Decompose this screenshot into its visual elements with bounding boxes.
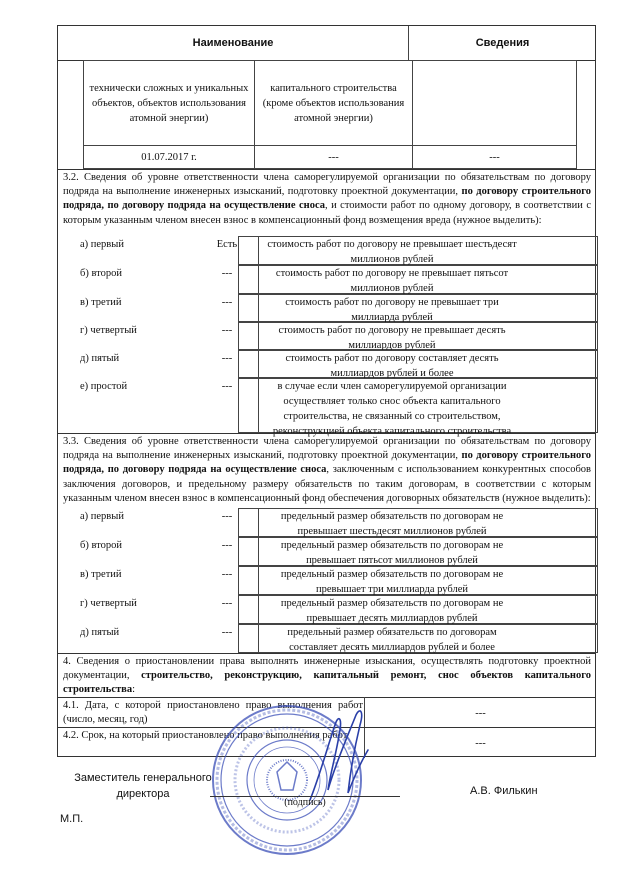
level-mark: --- <box>221 569 233 580</box>
level-row <box>58 236 595 265</box>
level-description: предельный размер обязательств по договорам не превышает шестьдесят миллионов рублей <box>280 511 504 537</box>
level-row <box>58 322 595 350</box>
divider <box>58 653 595 654</box>
level-label: е) простой <box>80 381 128 392</box>
level-label: д) пятый <box>80 627 120 638</box>
level-row <box>58 378 595 437</box>
level-label: а) первый <box>80 511 124 522</box>
top-cell-date: 01.07.2017 г. <box>83 145 255 169</box>
level-label: б) второй <box>80 268 122 279</box>
level-description: стоимость работ по договору составляет десять миллиардов рублей и более <box>285 353 499 379</box>
level-row <box>58 265 595 294</box>
signer-position: Заместитель генерального директора <box>74 772 212 800</box>
level-label: д) пятый <box>80 353 120 364</box>
level-description: предельный размер обязательств по договорам не превышает десять миллиардов рублей <box>280 598 504 624</box>
level-label: г) четвертый <box>80 325 137 336</box>
top-cell-c2: --- <box>412 145 577 169</box>
section41-value: --- <box>475 707 486 719</box>
level-label: а) первый <box>80 239 124 250</box>
section41-label: 4.1. Дата, с которой приостановлено право выполнения работ (число, месяц, год) <box>63 700 363 725</box>
level-mark: Есть <box>216 239 238 250</box>
signature-caption: (подпись) <box>284 797 326 808</box>
signature-stroke <box>310 711 368 800</box>
level-row-divider <box>258 595 259 624</box>
level-row <box>58 595 595 624</box>
level-row-divider <box>258 378 259 433</box>
level-mark: --- <box>221 598 233 609</box>
level-row-divider <box>258 236 259 265</box>
section42-label: 4.2. Срок, на который приостановлено право выполнения работ <box>63 730 348 741</box>
top-cell-c <box>412 60 577 146</box>
level-mark: --- <box>221 627 233 638</box>
stamp-place-mark: М.П. <box>60 813 84 825</box>
divider <box>58 433 595 434</box>
level-description: в случае если член саморегулируемой организации осуществляет только снос объекта капитального строительства, не связанный со строительством, реконструкцией объекта капитального строительства <box>272 381 512 437</box>
document-table-frame <box>57 25 596 757</box>
divider <box>58 697 595 698</box>
level-row <box>58 566 595 595</box>
section4-text: 4. Сведения о приостановлении права выполнять инженерные изыскания, осуществлять подготовку проектной документации, строительство, реконструкцию, капитальный ремонт, снос объектов капитального строительства: <box>63 656 591 696</box>
level-row-divider <box>258 294 259 322</box>
header-info: Сведения <box>475 37 530 49</box>
level-mark: --- <box>221 297 233 308</box>
level-description: стоимость работ по договору не превышает пятьсот миллионов рублей <box>275 268 509 294</box>
level-mark: --- <box>221 540 233 551</box>
top-cell-a: технически сложных и уникальных объектов, объектов использования атомной энергии) <box>83 60 255 146</box>
level-row-divider <box>258 508 259 537</box>
level-row-divider <box>258 537 259 566</box>
level-row-divider <box>258 350 259 378</box>
level-mark: --- <box>221 325 233 336</box>
level-row <box>58 294 595 322</box>
level-row-divider <box>258 265 259 294</box>
level-description: стоимость работ по договору не превышает десять миллиардов рублей <box>278 325 506 351</box>
level-mark: --- <box>221 353 233 364</box>
level-row-divider <box>258 624 259 653</box>
level-label: г) четвертый <box>80 598 137 609</box>
header-divider <box>408 26 409 60</box>
level-label: в) третий <box>80 569 122 580</box>
level-row-divider <box>258 566 259 595</box>
signature <box>290 705 400 805</box>
level-row <box>58 350 595 378</box>
level-label: в) третий <box>80 297 122 308</box>
level-description: предельный размер обязательств по договорам не превышает три миллиарда рублей <box>280 569 504 595</box>
top-cell-b: капитального строительства (кроме объектов использования атомной энергии) <box>254 60 413 146</box>
header-name: Наименование <box>192 37 274 49</box>
level-description: стоимость работ по договору не превышает шестьдесят миллионов рублей <box>267 239 517 265</box>
level-description: предельный размер обязательств по договорам не превышает пятьсот миллионов рублей <box>280 540 504 566</box>
level-row <box>58 537 595 566</box>
level-description: предельный размер обязательств по договорам составляет десять миллиардов рублей и более <box>287 627 497 653</box>
section32-text: 3.2. Сведения об уровне ответственности члена саморегулируемой организации по обязательствам по договору подряда на выполнение инженерных изысканий, подготовку проектной документации, по договору строительного подряда, по договору подряда на осуществление сноса, и стоимости работ по одному договору, в соответствии с которым указанным членом внесен взнос в компенсационный фонд возмещения вреда (нужное выделить): <box>63 172 592 226</box>
level-label: б) второй <box>80 540 122 551</box>
top-cell-b2: --- <box>254 145 413 169</box>
divider <box>58 169 595 170</box>
level-description: стоимость работ по договору не превышает три миллиарда рублей <box>285 297 499 323</box>
level-row-divider <box>258 322 259 350</box>
level-mark: --- <box>221 511 233 522</box>
level-row <box>58 508 595 537</box>
signer-name: А.В. Филькин <box>470 785 538 797</box>
section33-text: 3.3. Сведения об уровне ответственности члена саморегулируемой организации по обязательствам по договору подряда на выполнение инженерных изысканий, подготовку проектной документации, по договору строительного подряда, по договору подряда на осуществление сноса, заключенным с использованием конкурентных способов заключения договоров, и предельному размеру обязательств по таким договорам, в соответствии с которым указанным членом внесен взнос в компенсационный фонд обеспечения договорных обязательств (нужное выделить): <box>63 436 592 504</box>
section42-value: --- <box>475 737 486 749</box>
level-mark: --- <box>221 381 233 392</box>
level-mark: --- <box>221 268 233 279</box>
level-row <box>58 624 595 653</box>
